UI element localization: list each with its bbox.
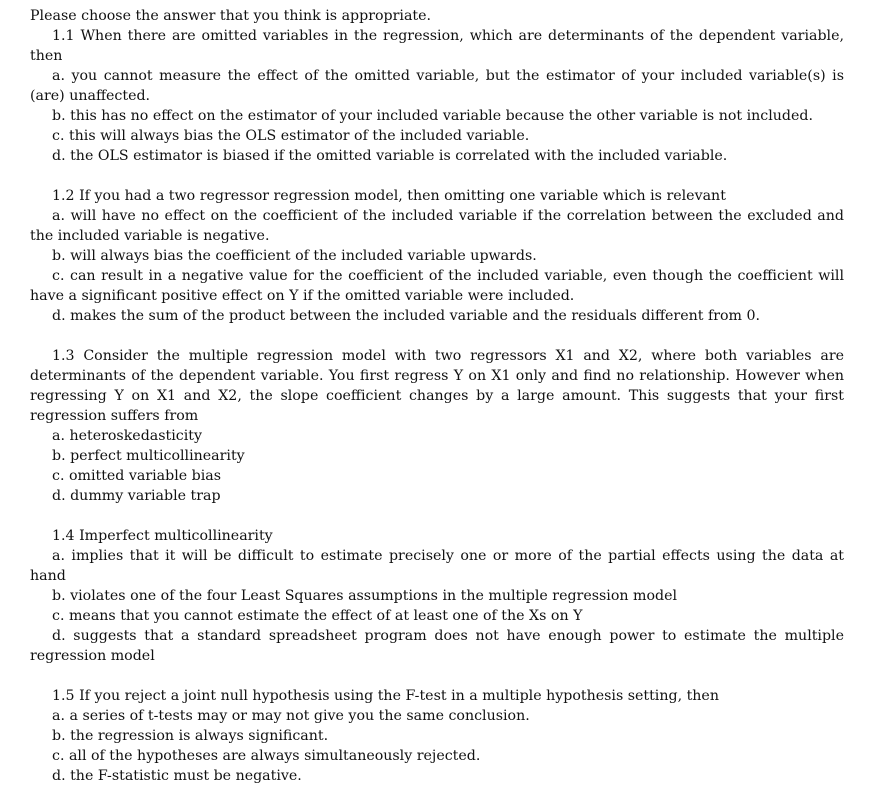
answer-option-b: b. this has no effect on the estimator of your included variable because the other variable is not included. xyxy=(52,108,813,124)
question-1-4 xyxy=(30,526,844,666)
question-stem: 1.5 If you reject a joint null hypothesis using the F-test in a multiple hypothesis setting, then xyxy=(52,688,719,704)
spacer xyxy=(30,166,844,186)
spacer xyxy=(30,326,844,346)
question-stem: 1.4 Imperfect multicollinearity xyxy=(52,528,273,544)
answer-option-b: b. the regression is always significant. xyxy=(52,728,329,744)
question-1-2 xyxy=(30,186,844,326)
instructions: Please choose the answer that you think is appropriate. xyxy=(30,8,432,24)
answer-option-d: d. dummy variable trap xyxy=(52,488,221,504)
question-stem: 1.2 If you had a two regressor regression model, then omitting one variable which is relevant xyxy=(52,188,726,204)
answer-option-c: c. means that you cannot estimate the effect of at least one of the Xs on Y xyxy=(52,608,583,624)
spacer xyxy=(30,506,844,526)
answer-option-c: c. all of the hypotheses are always simultaneously rejected. xyxy=(52,748,481,764)
answer-option-c: c. omitted variable bias xyxy=(52,468,222,484)
question-1-1 xyxy=(30,26,844,166)
question-stem: 1.3 Consider the multiple regression model with two regressors X1 and X2, where both variables are determinants of the dependent variable. You first regress Y on X1 only and find no relationship. However when regressing Y on X1 and X2, the slope coefficient changes by a large amount. This suggests that your first regression suffers from xyxy=(30,348,844,424)
answer-option-d: d. makes the sum of the product between the included variable and the residuals different from 0. xyxy=(52,308,761,324)
question-1-3 xyxy=(30,346,844,506)
answer-option-b: b. will always bias the coefficient of the included variable upwards. xyxy=(52,248,537,264)
answer-option-a: a. a series of t-tests may or may not give you the same conclusion. xyxy=(52,708,530,724)
question-1-5 xyxy=(30,686,844,786)
answer-option-b: b. perfect multicollinearity xyxy=(52,448,245,464)
answer-option-a: a. you cannot measure the effect of the omitted variable, but the estimator of your included variable(s) is (are) unaffected. xyxy=(30,68,844,104)
answer-option-b: b. violates one of the four Least Squares assumptions in the multiple regression model xyxy=(52,588,678,604)
answer-option-d: d. the F-statistic must be negative. xyxy=(52,768,302,784)
question-stem: 1.1 When there are omitted variables in the regression, which are determinants of the dependent variable, then xyxy=(30,28,844,64)
answer-option-c: c. can result in a negative value for the coefficient of the included variable, even though the coefficient will have a significant positive effect on Y if the omitted variable were included. xyxy=(30,268,844,304)
spacer xyxy=(30,666,844,686)
answer-option-a: a. will have no effect on the coefficient of the included variable if the correlation between the excluded and the included variable is negative. xyxy=(30,208,844,244)
answer-option-a: a. implies that it will be difficult to estimate precisely one or more of the partial effects using the data at hand xyxy=(30,548,844,584)
answer-option-d: d. suggests that a standard spreadsheet program does not have enough power to estimate the multiple regression model xyxy=(30,628,844,664)
answer-option-d: d. the OLS estimator is biased if the omitted variable is correlated with the included variable. xyxy=(52,148,728,164)
answer-option-c: c. this will always bias the OLS estimator of the included variable. xyxy=(52,128,530,144)
answer-option-a: a. heteroskedasticity xyxy=(52,428,202,444)
